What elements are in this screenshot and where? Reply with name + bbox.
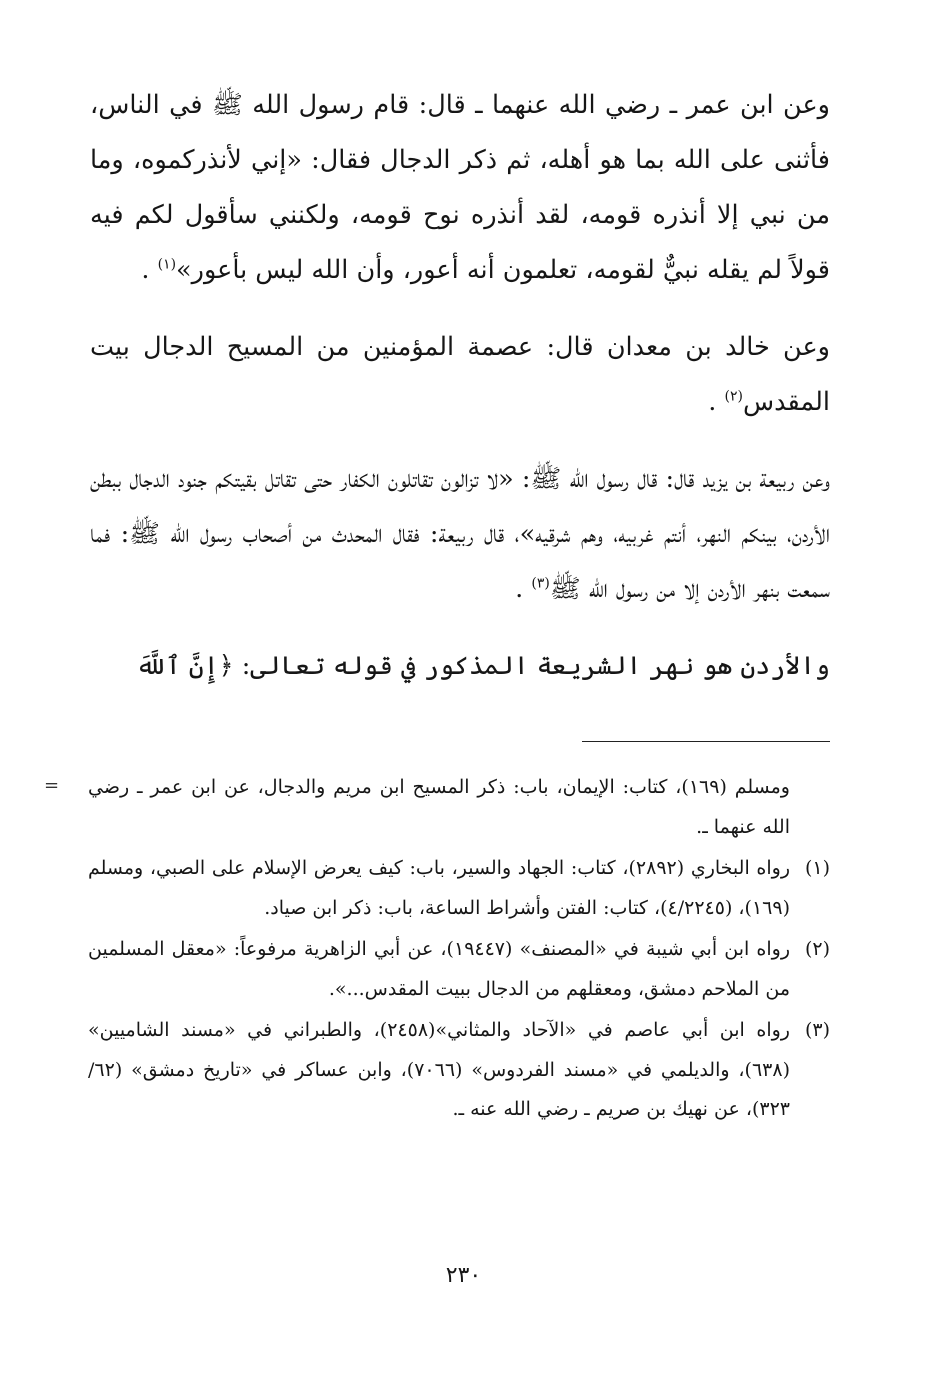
main-text xyxy=(90,78,830,694)
paragraph-end: . xyxy=(141,255,150,285)
paragraph-end: . xyxy=(515,574,524,604)
footnote-1 xyxy=(88,849,830,928)
paragraph-end: . xyxy=(708,387,717,417)
footnote-2 xyxy=(88,930,830,1009)
footnote-continuation xyxy=(88,768,830,847)
footnote-text: رواه البخاري (٢٨٩٢)، كتاب: الجهاد والسير، باب: كيف يعرض الإسلام على الصبي، ومسلم (١٦٩)، (٤/٢٢٤٥)، كتاب: الفتن وأشراط الساعة، باب: ذكر ابن صياد. xyxy=(88,857,790,919)
footnote-number: (١) xyxy=(804,857,830,879)
footnote-text: ومسلم (١٦٩)، كتاب: الإيمان، باب: ذكر المسيح ابن مريم والدجال، عن ابن عمر ـ رضي الله عنهما ـ. xyxy=(88,776,790,838)
footnote-separator xyxy=(582,741,830,742)
paragraph-ibn-umar xyxy=(90,78,830,298)
paragraph-text: وعن ابن عمر ـ رضي الله عنهما ـ قال: قام رسول الله ﷺ في الناس، فأثنى على الله بما هو أهله، ثم ذكر الدجال فقال: «إني لأنذركموه، وما من نبي إلا أنذره قومه، لقد أنذره نوح قومه، ولكنني سأقول لكم فيه قولاً لم يقله نبيٌّ لقومه، تعلمون أنه أعور، وأن الله ليس بأعور» xyxy=(90,90,830,285)
paragraph-text: وعن ربيعة بن يزيد قال: قال رسول الله ﷺ: «لا تزالون تقاتلون الكفار حتى تقاتل بقيتكم جنود الدجال ببطن الأردن، بينكم النهر، أنتم غربيه، وهم شرقيه»، قال ربيعة: فقال المحدث من أصحاب رسول الله ﷺ: فما سمعت بنهر الأردن إلا من رسول الله ﷺ xyxy=(90,464,830,604)
footnote-3 xyxy=(88,1011,830,1130)
footnote-ref-2[interactable]: (٢) xyxy=(724,388,743,405)
footnote-text: رواه ابن أبي عاصم في «الآحاد والمثاني»(٢٤٥٨)، والطبراني في «مسند الشاميين» (٦٣٨)، والديلمي في «مسند الفردوس» (٧٠٦٦)، وابن عساكر في «تاريخ دمشق» (٦٢/ ٣٢٣)، عن نهيك بن صريم ـ رضي الله عنه ـ. xyxy=(88,1019,790,1120)
paragraph-text: وعن خالد بن معدان قال: عصمة المؤمنين من المسيح الدجال بيت المقدس xyxy=(90,332,830,417)
footnote-ref-3[interactable]: (٣) xyxy=(531,575,550,592)
footnote-number: (٢) xyxy=(804,938,830,960)
continuation-mark: = xyxy=(44,775,60,796)
footnote-ref-1[interactable]: (١) xyxy=(157,256,177,273)
paragraph-jordan xyxy=(90,639,830,694)
paragraph-rabia xyxy=(90,452,830,617)
paragraph-text: والأردن هو نهر الشريعة المذكور في قوله تعالى: ﴿إِنَّ ٱللَّهَ xyxy=(135,651,830,681)
footnote-text: رواه ابن أبي شيبة في «المصنف» (١٩٤٤٧)، عن أبي الزاهرية مرفوعاً: «معقل المسلمين من الملاحم دمشق، ومعقلهم من الدجال ببيت المقدس...». xyxy=(88,938,791,1000)
page-number: ٢٣٠ xyxy=(445,1263,482,1288)
footnotes xyxy=(88,768,830,1130)
footnote-number: (٣) xyxy=(804,1019,830,1041)
paragraph-khalid xyxy=(90,320,830,430)
